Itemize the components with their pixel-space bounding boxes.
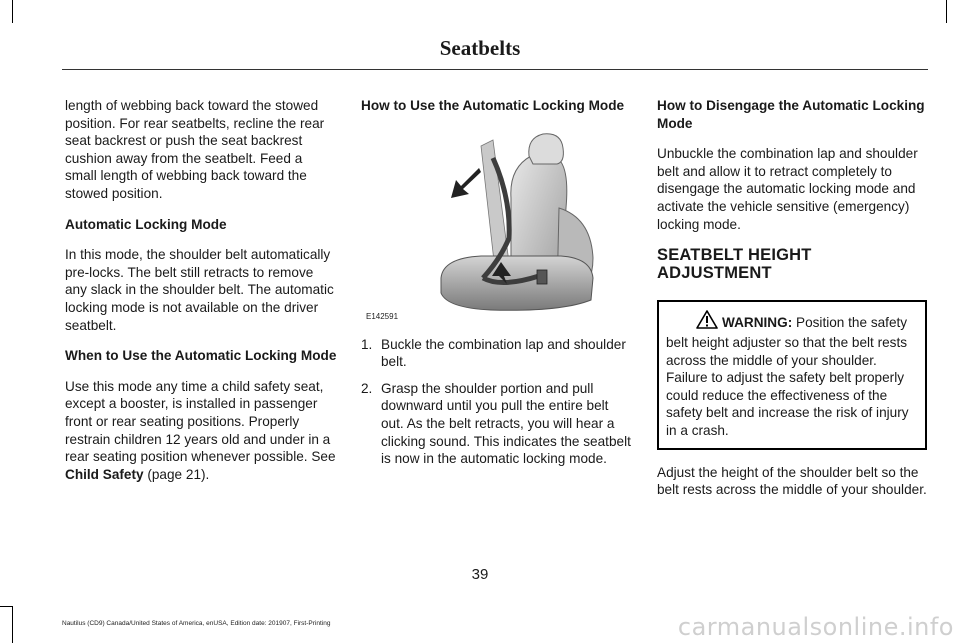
- column-left: [65, 97, 337, 496]
- paragraph: length of webbing back toward the stowed position. For rear seatbelts, recline the rear seat backrest or push the seat backrest cushion away from the seatbelt. Feed a small length of webbing back toward the stowed position.: [65, 98, 325, 201]
- list-item: [361, 336, 633, 371]
- column-right: [657, 97, 927, 512]
- subheading-automatic-locking-mode: Automatic Locking Mode: [65, 216, 227, 232]
- seat-illustration: [361, 128, 633, 328]
- warning-text: Position the safety belt height adjuster so that the belt rests across the middle of your shoulder. Failure to adjust the safety belt properly could reduce the effectiveness of the safety belt and increase the risk of injury in a crash.: [666, 315, 909, 438]
- paragraph: In this mode, the shoulder belt automatically pre-locks. The belt still retracts to remove any slack in the shoulder belt. The automatic locking mode is not available on the driver seatbelt.: [65, 247, 334, 333]
- page-number: 39: [471, 566, 489, 583]
- child-safety-link[interactable]: Child Safety: [65, 466, 144, 482]
- section-heading: SEATBELT HEIGHT ADJUSTMENT: [657, 246, 812, 282]
- step-text: Buckle the combination lap and shoulder belt.: [381, 336, 626, 370]
- step-number: 2.: [361, 380, 373, 396]
- column-middle: [361, 97, 633, 477]
- page-reference: (page 21).: [143, 466, 210, 482]
- subheading-how-to-disengage: How to Disengage the Automatic Locking Mode: [657, 98, 925, 131]
- seat-belt-figure: [361, 128, 633, 328]
- subheading-when-to-use: When to Use the Automatic Locking Mode: [65, 348, 337, 364]
- watermark: carmanualsonline.info: [677, 613, 954, 641]
- list-item: [361, 380, 633, 468]
- warning-label: WARNING:: [722, 315, 793, 331]
- subheading-how-to-use: How to Use the Automatic Locking Mode: [361, 98, 625, 113]
- crop-mark-top-left: [12, 0, 13, 23]
- figure-id: E142591: [366, 312, 399, 321]
- footer-edition-info: Nautilus (CD9) Canada/United States of America, enUSA, Edition date: 201907, First-Printing: [62, 620, 331, 627]
- page-title: Seatbelts: [439, 36, 521, 60]
- paragraph-child-safety: [65, 378, 337, 484]
- step-text: Grasp the shoulder portion and pull downward until you pull the entire belt out. As the belt retracts, you will hear a clicking sound. This indicates the seatbelt is now in the automatic locking mode.: [381, 380, 631, 467]
- paragraph: Adjust the height of the shoulder belt so the belt rests across the middle of your shoulder.: [657, 464, 927, 498]
- steps-list: [361, 336, 633, 468]
- step-number: 1.: [361, 336, 373, 352]
- paragraph: Unbuckle the combination lap and shoulder belt and allow it to retract completely to disengage the automatic locking mode and activate the vehicle sensitive (emergency) locking mode.: [657, 146, 918, 232]
- crop-mark-top-right: [946, 0, 947, 23]
- header-divider: [62, 69, 928, 70]
- paragraph-text: Use this mode any time a child safety seat, except a booster, is installed in passenger front or rear seating positions. Properly restrain children 12 years old and under in a rear seating position whenever possible. See: [65, 378, 336, 465]
- warning-triangle-icon: [696, 310, 718, 334]
- crop-mark-bottom-left-h: [0, 606, 12, 607]
- crop-mark-bottom-left: [12, 606, 13, 643]
- warning-box: [657, 300, 927, 449]
